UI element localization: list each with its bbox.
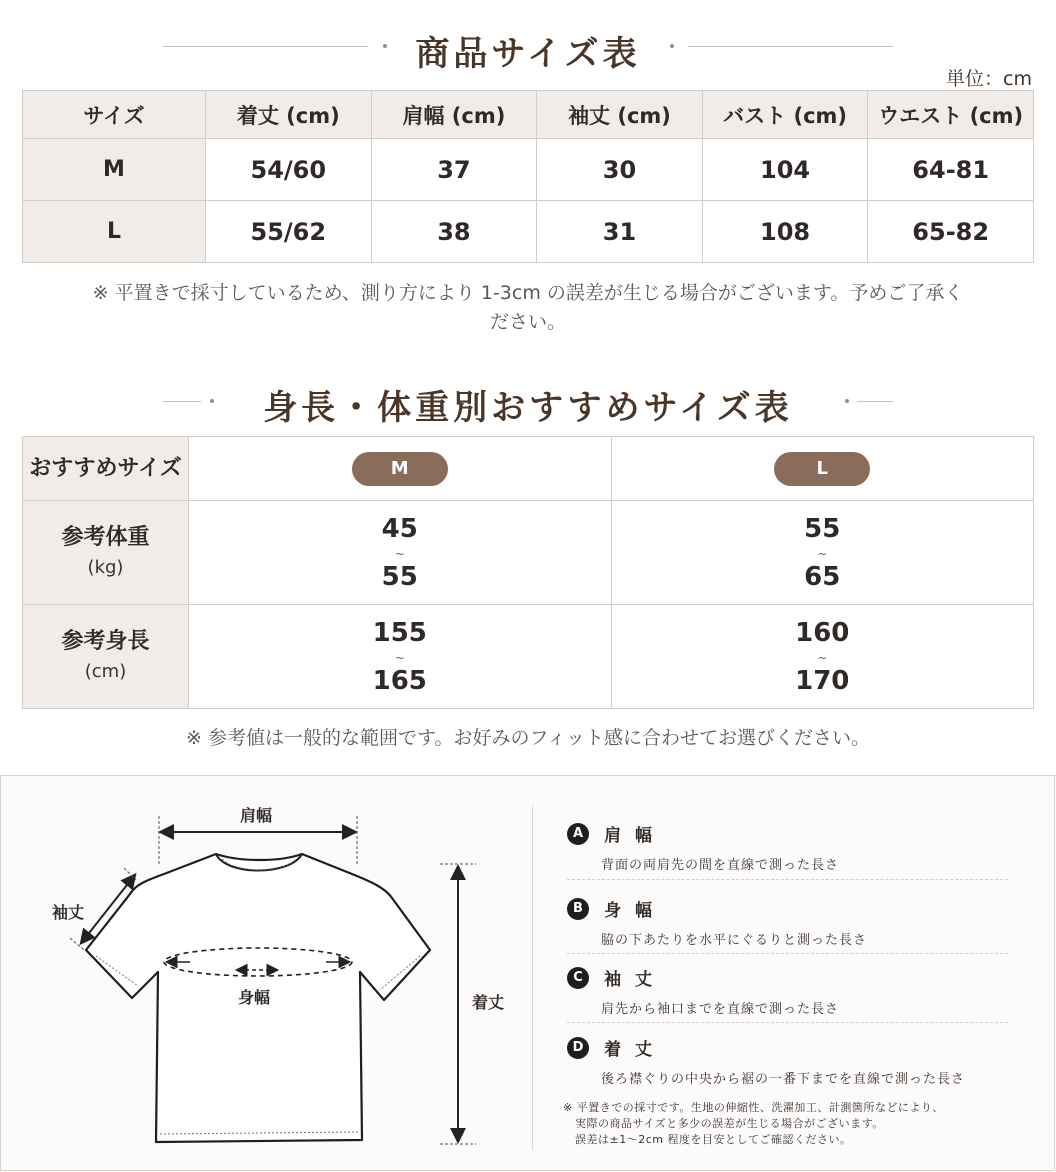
table-cell: 64-81 (868, 139, 1034, 201)
header-length: 着丈 (cm) (206, 91, 372, 139)
header-sleeve: 袖丈 (cm) (537, 91, 703, 139)
table-cell: 31 (537, 201, 703, 263)
weight-label-cell (23, 501, 189, 605)
shoulder-label: 肩幅 (240, 806, 273, 825)
legend-item-length (567, 1035, 1007, 1087)
range-tilde: ~ (394, 650, 405, 665)
badge-d: D (567, 1037, 589, 1059)
measurement-footnote (563, 1100, 944, 1148)
table-row (23, 201, 1034, 263)
table-cell: 55/62 (206, 201, 372, 263)
legend-title: 袖 丈 (604, 970, 657, 990)
table-cell: 54/60 (206, 139, 372, 201)
table-row (23, 501, 1034, 605)
size-pill-m: M (352, 452, 448, 486)
tshirt-diagram (40, 790, 500, 1160)
legend-title: 着 丈 (604, 1040, 657, 1060)
height-label-cell (23, 605, 189, 709)
range-min: 155 (372, 617, 427, 648)
header-shoulder: 肩幅 (cm) (371, 91, 537, 139)
size-chart-title: 商品サイズ表 (415, 34, 641, 74)
weight-unit: (kg) (87, 556, 124, 578)
recommend-size-label: おすすめサイズ (23, 437, 189, 501)
table-cell (611, 605, 1034, 709)
unit-label: 単位：cm (946, 68, 1032, 90)
legend-desc: 肩先から袖口までを直線で測った長さ (601, 1002, 840, 1017)
legend-divider (567, 953, 1008, 954)
header-bust: バスト (cm) (702, 91, 868, 139)
range-min: 45 (381, 513, 418, 544)
recommend-note: ※ 参考値は一般的な範囲です。お好みのフィット感に合わせてお選びください。 (186, 727, 870, 749)
recommend-title: 身長・体重別おすすめサイズ表 (263, 388, 793, 428)
size-table (22, 90, 1034, 263)
range-max: 170 (795, 665, 850, 696)
legend-title: 身 幅 (604, 901, 657, 921)
badge-c: C (567, 967, 589, 989)
table-row (23, 139, 1034, 201)
legend-item-sleeve (567, 965, 1007, 1017)
range-max: 65 (804, 561, 841, 592)
size-note-line2: ださい。 (489, 311, 566, 333)
body-width-label: 身幅 (238, 988, 271, 1007)
panel-divider (532, 805, 533, 1150)
table-cell: 104 (702, 139, 868, 201)
table-cell (189, 501, 612, 605)
sleeve-label: 袖丈 (52, 903, 85, 922)
legend-desc: 背面の両肩先の間を直線で測った長さ (601, 858, 840, 873)
table-cell (189, 437, 612, 501)
title-dot-right (845, 399, 849, 403)
header-waist: ウエスト (cm) (868, 91, 1034, 139)
row-size-label: M (23, 139, 206, 201)
length-label: 着丈 (472, 993, 505, 1012)
size-table-header (23, 91, 1034, 139)
weight-label: 参考体重 (61, 524, 150, 550)
weight-range-l (612, 514, 1034, 592)
weight-range-m (189, 514, 611, 592)
header-size: サイズ (23, 91, 206, 139)
title-rule-right (857, 401, 893, 402)
size-pill-l: L (774, 452, 870, 486)
table-cell (611, 437, 1034, 501)
footnote-line3: 誤差は±1〜2cm 程度を目安としてご確認ください。 (575, 1133, 852, 1146)
legend-title: 肩 幅 (604, 826, 657, 846)
badge-b: B (567, 898, 589, 920)
height-unit: (cm) (84, 660, 127, 682)
height-range-l (612, 618, 1034, 696)
footnote-line2: 実際の商品サイズと多少の誤差が生じる場合がございます。 (575, 1117, 884, 1130)
table-cell: 30 (537, 139, 703, 201)
row-size-label: L (23, 201, 206, 263)
legend-item-body-width (567, 896, 1007, 948)
range-tilde: ~ (394, 546, 405, 561)
table-row (23, 605, 1034, 709)
range-tilde: ~ (817, 650, 828, 665)
title-rule-right (688, 46, 893, 47)
size-note (40, 279, 1016, 337)
height-range-m (189, 618, 611, 696)
legend-divider (567, 879, 1008, 880)
table-cell: 108 (702, 201, 868, 263)
table-cell (611, 501, 1034, 605)
table-cell: 38 (371, 201, 537, 263)
legend-divider (567, 1022, 1008, 1023)
legend-desc: 脇の下あたりを水平にぐるりと測った長さ (601, 933, 868, 948)
footnote-line1: ※ 平置きでの採寸です。生地の伸縮性、洗濯加工、計測箇所などにより、 (563, 1101, 944, 1114)
title-dot-right (670, 44, 674, 48)
legend-desc: 後ろ襟ぐりの中央から裾の一番下までを直線で測った長さ (601, 1072, 966, 1087)
table-cell: 65-82 (868, 201, 1034, 263)
range-min: 55 (804, 513, 841, 544)
range-max: 55 (381, 561, 418, 592)
range-max: 165 (372, 665, 427, 696)
badge-a: A (567, 823, 589, 845)
legend-item-shoulder (567, 821, 1007, 873)
table-row (23, 437, 1034, 501)
recommend-table (22, 436, 1034, 709)
range-tilde: ~ (817, 546, 828, 561)
size-note-line1: ※ 平置きで採寸しているため、測り方により 1-3cm の誤差が生じる場合がございます。予めご了承く (92, 282, 964, 304)
table-cell (189, 605, 612, 709)
range-min: 160 (795, 617, 850, 648)
height-label: 参考身長 (61, 628, 150, 654)
table-cell: 37 (371, 139, 537, 201)
